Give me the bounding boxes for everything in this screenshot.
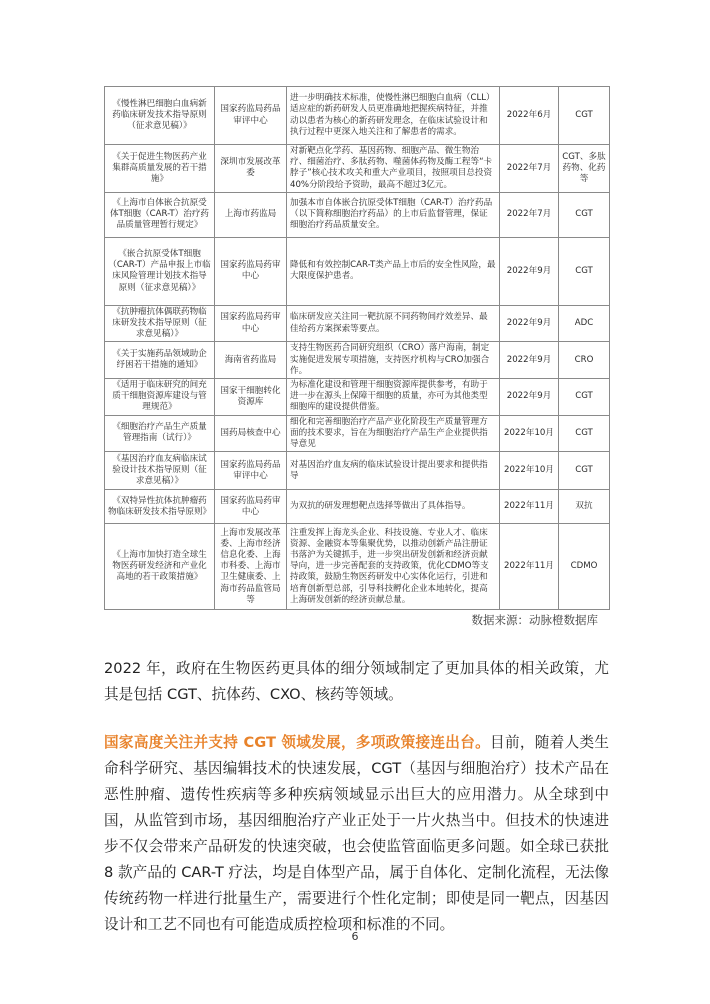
policy-content-cell: 加强本市自体嵌合抗原受体T细胞（CAR-T）治疗药品（以下简称细胞治疗药品）的上市后监督管理，保证细胞治疗药品质量安全。 — [287, 192, 500, 237]
issuing-body-cell: 国家药监局药审中心 — [215, 490, 287, 524]
table-row — [105, 305, 610, 342]
table-row — [105, 452, 610, 490]
date-cell: 2022年9月 — [500, 379, 559, 416]
table-row — [105, 342, 610, 379]
field-cell: ADC — [559, 305, 610, 342]
policy-name-cell: 《基因治疗血友病临床试验设计技术指导原则（征求意见稿）》 — [105, 452, 215, 490]
table-row — [105, 415, 610, 452]
issuing-body-cell: 国家药监局药审中心 — [215, 237, 287, 305]
issuing-body-cell: 国家药监局药审中心 — [215, 305, 287, 342]
field-cell: CGT — [559, 415, 610, 452]
policy-content-cell: 细化和完善细胞治疗产品产业化阶段生产质量管理方面的技术要求，旨在为细胞治疗产品生产企业提供指导意见 — [287, 415, 500, 452]
field-cell: CGT — [559, 237, 610, 305]
table-row — [105, 237, 610, 305]
field-cell: CGT — [559, 379, 610, 416]
page-number: 6 — [351, 930, 359, 943]
issuing-body-cell: 上海市药监局 — [215, 192, 287, 237]
table-row — [105, 490, 610, 524]
issuing-body-cell: 深圳市发展改革委 — [215, 145, 287, 193]
issuing-body-cell: 国家药监局药品审评中心 — [215, 87, 287, 145]
policy-name-cell: 《关于实施药品领域助企纾困若干措施的通知》 — [105, 342, 215, 379]
policy-name-cell: 《关于促进生物医药产业集群高质量发展的若干措施》 — [105, 145, 215, 193]
table-row — [105, 379, 610, 416]
table-row — [105, 524, 610, 610]
policy-name-cell: 《适用于临床研究的间充质干细胞资源库建设与管理规范》 — [105, 379, 215, 416]
policy-content-cell: 进一步明确技术标准，使慢性淋巴细胞白血病（CLL）适应症的新药研发人员更准确地把握疾病特征，并推动以患者为核心的新药研发理念，在临床试验设计和执行过程中更深入地关注和了解患者的需求。 — [287, 87, 500, 145]
policy-content-cell: 注重发挥上海龙头企业、科技设施、专业人才、临床资源、金融资本等集聚优势，以推动创新产品注册证书落沪为关键抓手，进一步突出研发创新和经济贡献导向，进一步完善配套的支持政策，优化CDMO等支持政策，鼓励生物医药研发中心实体化运行，引进和培育创新型总部，引导科技孵化企业本地转化，提高上海研发创新的经济贡献总量。 — [287, 524, 500, 610]
policy-name-cell: 《双特异性抗体抗肿瘤药物临床研发技术指导原则》 — [105, 490, 215, 524]
issuing-body-cell: 国药局核查中心 — [215, 415, 287, 452]
date-cell: 2022年9月 — [500, 237, 559, 305]
table-row — [105, 145, 610, 193]
policy-content-cell: 临床研发应关注同一靶抗原不同药物间疗效差异、最佳给药方案探索等要点。 — [287, 305, 500, 342]
field-cell: CGT — [559, 452, 610, 490]
field-cell: CGT、多肽药物、化药等 — [559, 145, 610, 193]
policy-content-cell: 对新靶点化学药、基因药物、细胞产品、微生物治疗、细菌治疗、多肽药物、噬菌体药物及酶工程等“卡脖子”核心技术攻关和重大产业项目，按照项目总投资40%分阶段给予资助，最高不超过3亿元。 — [287, 145, 500, 193]
highlight-heading: 国家高度关注并支持 CGT 领域发展，多项政策接连出台。 — [104, 734, 491, 751]
policy-table — [104, 86, 610, 610]
date-cell: 2022年7月 — [500, 145, 559, 193]
date-cell: 2022年7月 — [500, 192, 559, 237]
policy-name-cell: 《细胞治疗产品生产质量管理指南（试行）》 — [105, 415, 215, 452]
issuing-body-cell: 上海市发展改革委、上海市经济信息化委、上海市科委、上海市卫生健康委、上海市药品监管局等 — [215, 524, 287, 610]
date-cell: 2022年10月 — [500, 415, 559, 452]
policy-name-cell: 《抗肿瘤抗体偶联药物临床研发技术指导原则（征求意见稿）》 — [105, 305, 215, 342]
field-cell: CGT — [559, 87, 610, 145]
policy-name-cell: 《上海市自体嵌合抗原受体T细胞（CAR-T）治疗药品质量管理暂行规定》 — [105, 192, 215, 237]
policy-content-cell: 支持生物医药合同研究组织（CRO）落户海南，制定实施促进发展专项措施，支持医疗机构与CRO加强合作。 — [287, 342, 500, 379]
issuing-body-cell: 国家干细胞转化资源库 — [215, 379, 287, 416]
paragraph-policy-summary: 2022 年，政府在生物医药更具体的细分领域制定了更加具体的相关政策，尤其是包括 CGT、抗体药、CXO、核药等领域。 — [104, 660, 609, 703]
field-cell: CGT — [559, 192, 610, 237]
table-row — [105, 192, 610, 237]
policy-content-cell: 对基因治疗血友病的临床试验设计提出要求和提供指导 — [287, 452, 500, 490]
issuing-body-cell: 海南省药监局 — [215, 342, 287, 379]
policy-name-cell: 《慢性淋巴细胞白血病新药临床研发技术指导原则（征求意见稿）》 — [105, 87, 215, 145]
policy-name-cell: 《上海市加快打造全球生物医药研发经济和产业化高地的若干政策措施》 — [105, 524, 215, 610]
policy-content-cell: 为双抗的研发理想靶点选择等做出了具体指导。 — [287, 490, 500, 524]
policy-content-cell: 为标准化建设和管理干细胞资源库提供参考，有助于进一步在源头上保障干细胞的质量，亦可为其他类型细胞库的建设提供借鉴。 — [287, 379, 500, 416]
date-cell: 2022年9月 — [500, 342, 559, 379]
date-cell: 2022年11月 — [500, 490, 559, 524]
date-cell: 2022年6月 — [500, 87, 559, 145]
paragraph-cgt — [104, 730, 609, 938]
date-cell: 2022年9月 — [500, 305, 559, 342]
paragraph-body: 目前，随着人类生命科学研究、基因编辑技术的快速发展，CGT（基因与细胞治疗）技术产品在恶性肿瘤、遗传性疾病等多种疾病领域显示出巨大的应用潜力。从全球到中国，从监管到市场，基因细胞治疗产业正处于一片火热当中。但技术的快速进步不仅会带来产品研发的快速突破，也会使监管面临更多问题。如全球已获批 8 款产品的 CAR-T 疗法，均是自体型产品，属于自体化、定制化流程，无法像传统药物一样进行批量生产，需要进行个性化定制；即使是同一靶点，因基因设计和工艺不同也有可能造成质控检项和标准的不同。 — [104, 734, 609, 933]
issuing-body-cell: 国家药监局药品审评中心 — [215, 452, 287, 490]
date-cell: 2022年11月 — [500, 524, 559, 610]
table-row — [105, 87, 610, 145]
field-cell: 双抗 — [559, 490, 610, 524]
data-source-note: 数据来源：动脉橙数据库 — [471, 613, 598, 627]
date-cell: 2022年10月 — [500, 452, 559, 490]
field-cell: CRO — [559, 342, 610, 379]
policy-name-cell: 《嵌合抗原受体T细胞（CAR-T）产品申报上市临床风险管理计划技术指导原则（征求意见稿）》 — [105, 237, 215, 305]
field-cell: CDMO — [559, 524, 610, 610]
policy-content-cell: 降低和有效控制CAR-T类产品上市后的安全性风险，最大限度保护患者。 — [287, 237, 500, 305]
